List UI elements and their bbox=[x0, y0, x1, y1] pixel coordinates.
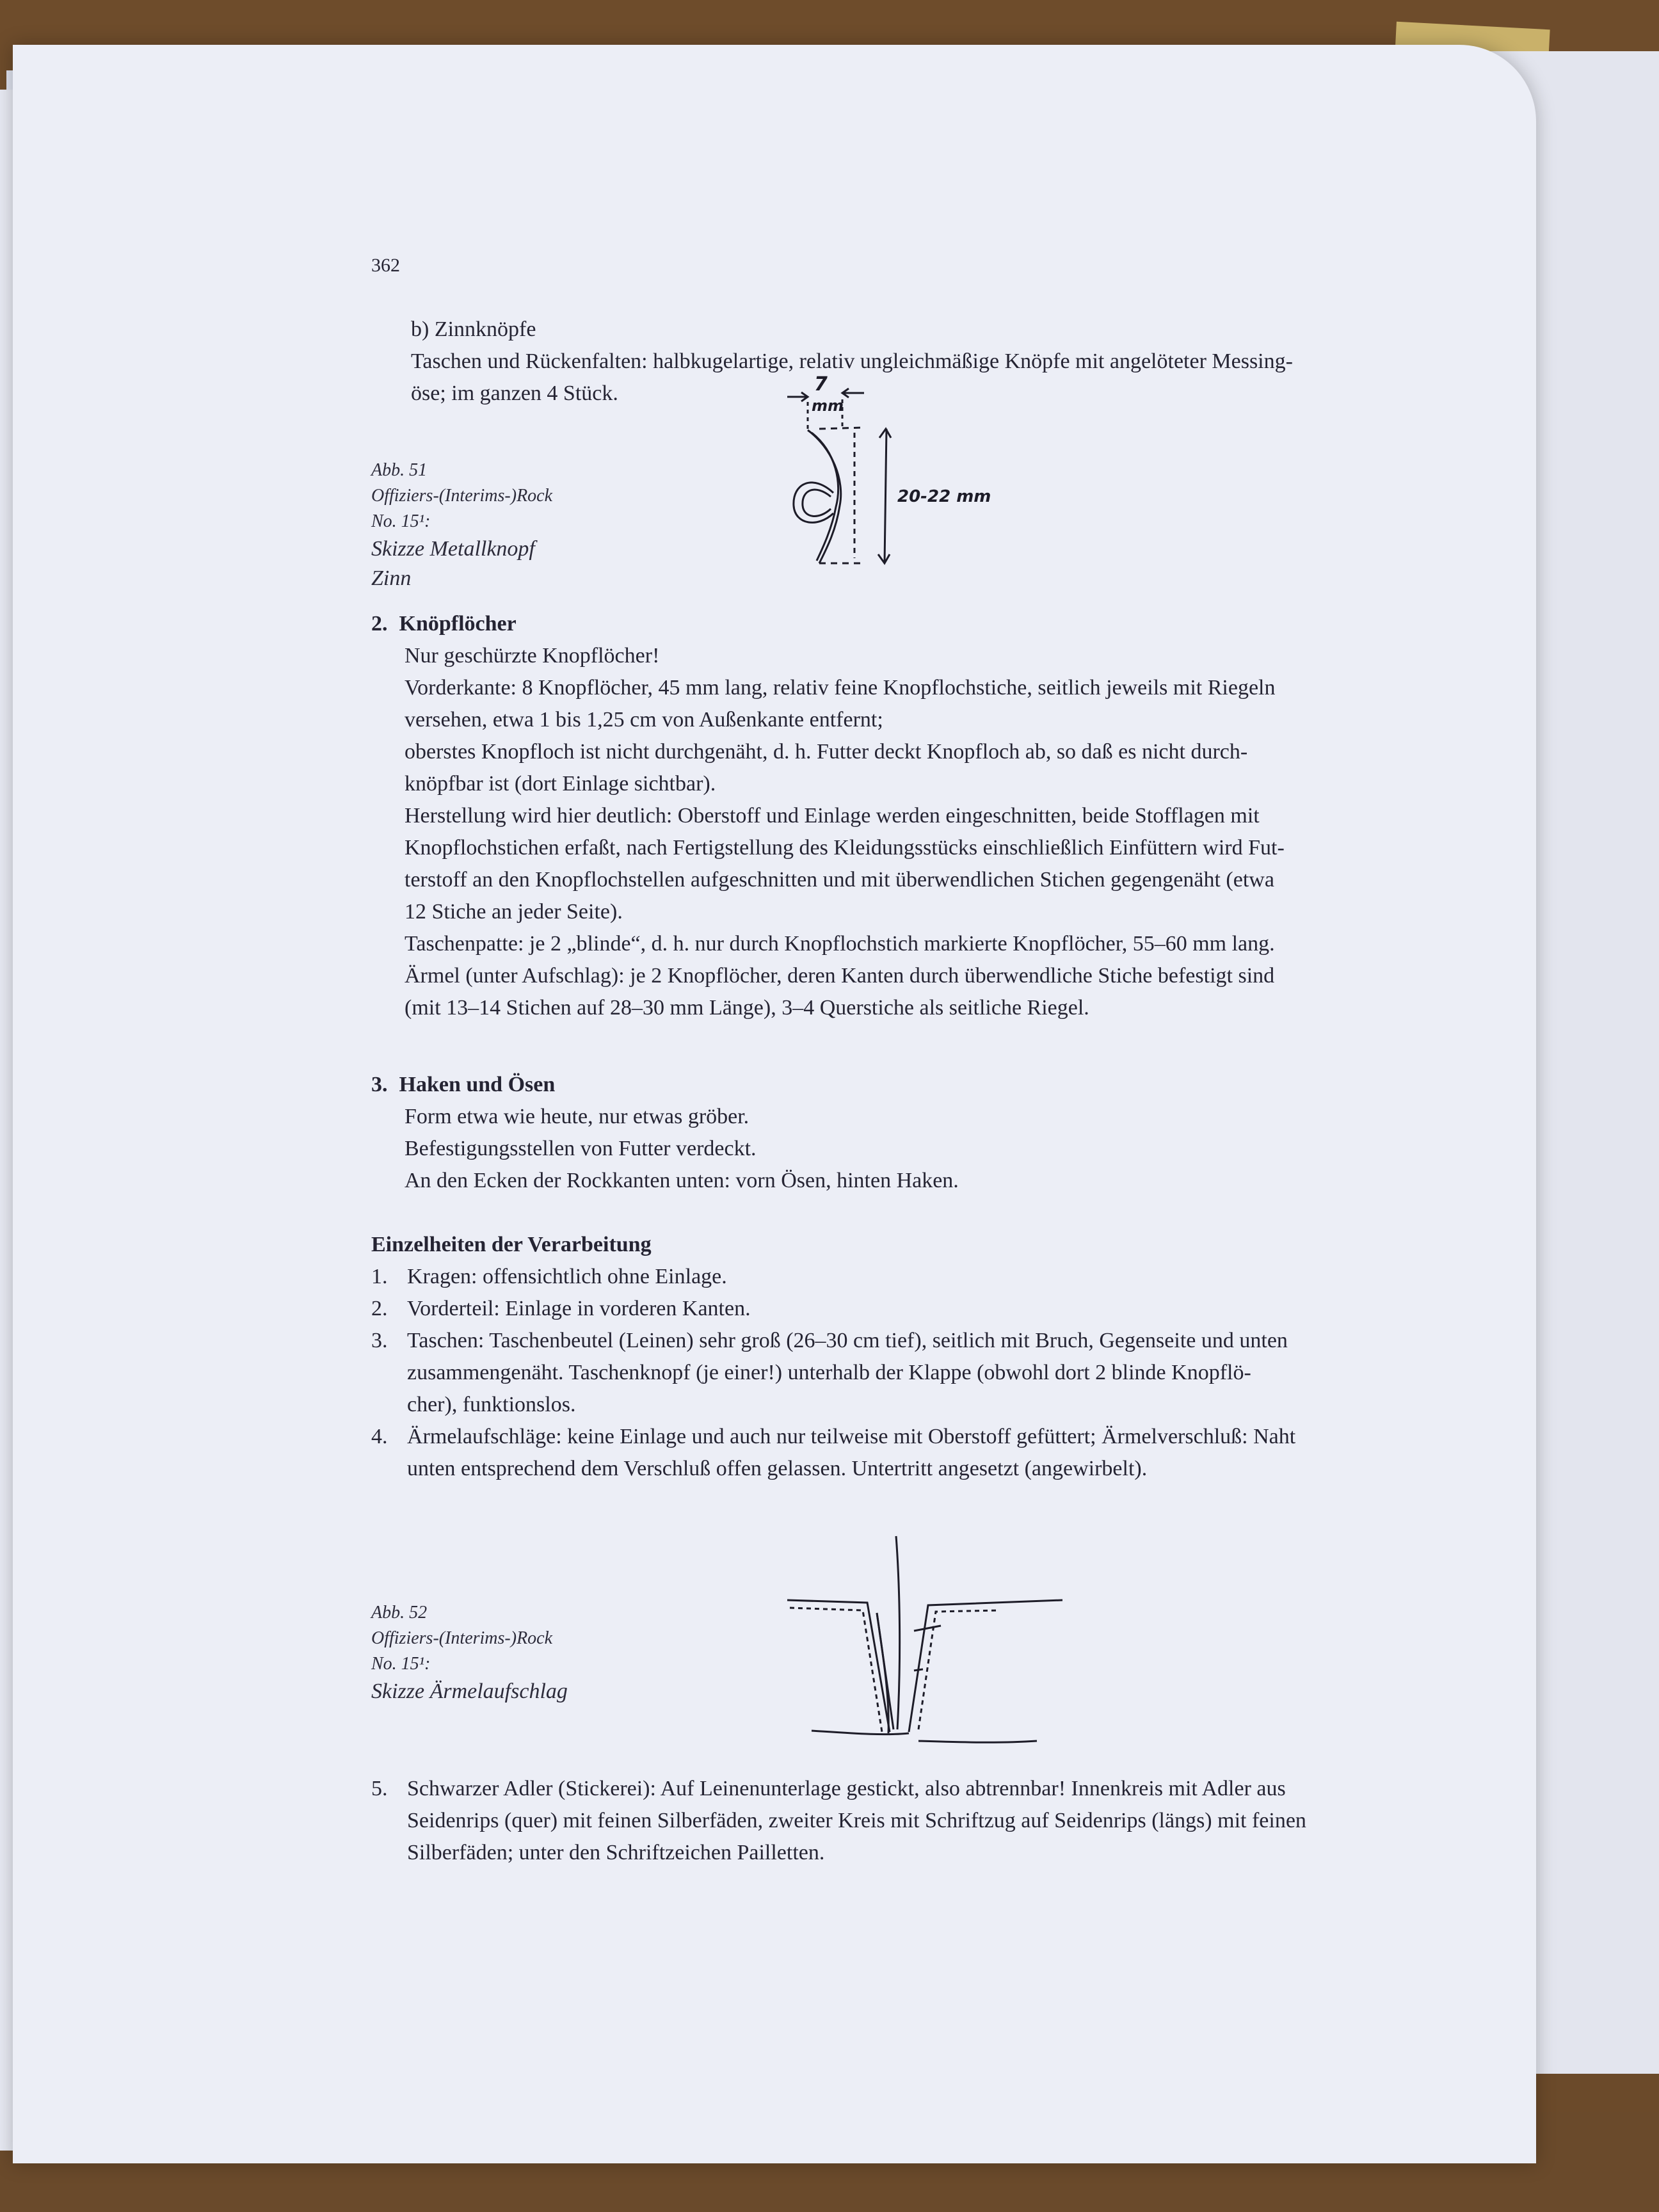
figure-52-caption bbox=[371, 1600, 568, 1706]
text-line: zusammengenäht. Taschenknopf (je einer!) unterhalb der Klappe (obwohl dort 2 blinde Knopflö- bbox=[407, 1361, 1251, 1384]
section-heading bbox=[371, 608, 1472, 640]
list-item bbox=[371, 1421, 1472, 1485]
intro-line: öse; im ganzen 4 Stück. bbox=[411, 381, 618, 405]
details-heading: Einzelheiten der Verarbeitung bbox=[371, 1233, 652, 1256]
list-item bbox=[371, 1261, 1472, 1293]
figure-51-sketch bbox=[781, 371, 998, 576]
text-line: Knopflochstichen erfaßt, nach Fertigstellung des Kleidungsstücks einschließlich Einfüttern wird Fut- bbox=[405, 836, 1285, 860]
text-line: Vorderkante: 8 Knopflöcher, 45 mm lang, relativ feine Knopflochstiche, seitlich jeweils mit Riegeln bbox=[405, 676, 1276, 700]
text-line: Schwarzer Adler (Stickerei): Auf Leinenunterlage gestickt, also abtrennbar! Innenkreis mit Adler aus bbox=[407, 1777, 1286, 1800]
caption-title: Skizze Metallknopf bbox=[371, 537, 535, 561]
text-line: Herstellung wird hier deutlich: Oberstoff und Einlage werden eingeschnitten, beide Stofflagen mit bbox=[405, 804, 1260, 828]
section-number: 3. bbox=[371, 1073, 388, 1096]
item-number: 3. bbox=[371, 1329, 388, 1352]
text-line: unten entsprechend dem Verschluß offen gelassen. Untertritt angesetzt (angewirbelt). bbox=[407, 1457, 1148, 1480]
text-line: Form etwa wie heute, nur etwas gröber. bbox=[405, 1105, 749, 1128]
text-line: Seidenrips (quer) mit feinen Silberfäden, zweiter Kreis mit Schriftzug auf Seidenrips (längs) mit feinen bbox=[407, 1809, 1306, 1832]
text-line: knöpfbar ist (dort Einlage sichtbar). bbox=[405, 772, 716, 796]
item-5-block bbox=[371, 1773, 1472, 1869]
text-line: cher), funktionslos. bbox=[407, 1393, 576, 1416]
text-line: Nur geschürzte Knopflöcher! bbox=[405, 644, 660, 668]
caption-number: No. 15¹: bbox=[371, 1654, 431, 1674]
caption-garment: Offiziers-(Interims-)Rock bbox=[371, 486, 553, 506]
text-line: (mit 13–14 Stichen auf 28–30 mm Länge), 3–4 Querstiche als seitliche Riegel. bbox=[405, 996, 1089, 1020]
list-item bbox=[371, 1325, 1472, 1421]
figure-52-sketch bbox=[781, 1530, 1088, 1773]
list-item bbox=[371, 1293, 1472, 1325]
details-section bbox=[371, 1229, 1472, 1485]
text-line: Vorderteil: Einlage in vorderen Kanten. bbox=[407, 1297, 751, 1320]
section-heading bbox=[371, 1069, 1472, 1101]
caption-material: Zinn bbox=[371, 566, 412, 590]
dimension-top-unit: mm bbox=[812, 397, 844, 415]
text-line: Taschen: Taschenbeutel (Leinen) sehr groß (26–30 cm tief), seitlich mit Bruch, Gegenseite und unten bbox=[407, 1329, 1288, 1352]
section-number: 2. bbox=[371, 612, 388, 636]
list-item bbox=[371, 1773, 1472, 1869]
caption-abb: Abb. 51 bbox=[371, 460, 428, 480]
caption-garment: Offiziers-(Interims-)Rock bbox=[371, 1628, 553, 1648]
text-line: Ärmel (unter Aufschlag): je 2 Knopflöcher, deren Kanten durch überwendliche Stiche befestigt sind bbox=[405, 964, 1275, 988]
metal-button-sketch bbox=[781, 371, 998, 576]
text-line: 12 Stiche an jeder Seite). bbox=[405, 900, 623, 924]
dimension-top-value: 7 bbox=[814, 373, 828, 396]
page-number: 362 bbox=[371, 255, 400, 276]
section-title: Knöpflöcher bbox=[399, 612, 517, 636]
caption-abb: Abb. 52 bbox=[371, 1603, 428, 1623]
item-number: 5. bbox=[371, 1777, 388, 1800]
caption-number: No. 15¹: bbox=[371, 511, 431, 531]
section-title: Haken und Ösen bbox=[399, 1073, 556, 1096]
sleeve-cuff-sketch bbox=[781, 1530, 1088, 1773]
text-line: terstoff an den Knopflochstellen aufgeschnitten und mit überwendlichen Stichen gegengenäht (etwa bbox=[405, 868, 1274, 892]
figure-51-caption bbox=[371, 458, 552, 593]
intro-line: Taschen und Rückenfalten: halbkugelartige, relativ ungleichmäßige Knöpfe mit angelöteter Messing- bbox=[411, 349, 1293, 373]
text-line: An den Ecken der Rockkanten unten: vorn Ösen, hinten Haken. bbox=[405, 1169, 959, 1192]
intro-heading: b) Zinnknöpfe bbox=[411, 317, 536, 341]
dimension-side: 20-22 mm bbox=[897, 487, 991, 506]
text-line: Taschenpatte: je 2 „blinde“, d. h. nur durch Knopflochstich markierte Knopflöcher, 55–60 mm lang. bbox=[405, 932, 1275, 956]
text-line: oberstes Knopfloch ist nicht durchgenäht, d. h. Futter deckt Knopfloch ab, so daß es nicht durch- bbox=[405, 740, 1248, 764]
book-page bbox=[13, 45, 1536, 2163]
text-line: Befestigungsstellen von Futter verdeckt. bbox=[405, 1137, 757, 1160]
item-number: 1. bbox=[371, 1265, 388, 1288]
text-line: Ärmelaufschläge: keine Einlage und auch nur teilweise mit Oberstoff gefüttert; Ärmelverschluß: Naht bbox=[407, 1425, 1296, 1448]
text-line: Kragen: offensichtlich ohne Einlage. bbox=[407, 1265, 727, 1288]
item-number: 4. bbox=[371, 1425, 388, 1448]
caption-title: Skizze Ärmelaufschlag bbox=[371, 1679, 568, 1703]
text-line: Silberfäden; unter den Schriftzeichen Pailletten. bbox=[407, 1841, 825, 1864]
text-line: versehen, etwa 1 bis 1,25 cm von Außenkante entfernt; bbox=[405, 708, 883, 732]
section-haken-oesen bbox=[371, 1069, 1472, 1197]
item-number: 2. bbox=[371, 1297, 388, 1320]
section-knopfloecher bbox=[371, 608, 1472, 1024]
